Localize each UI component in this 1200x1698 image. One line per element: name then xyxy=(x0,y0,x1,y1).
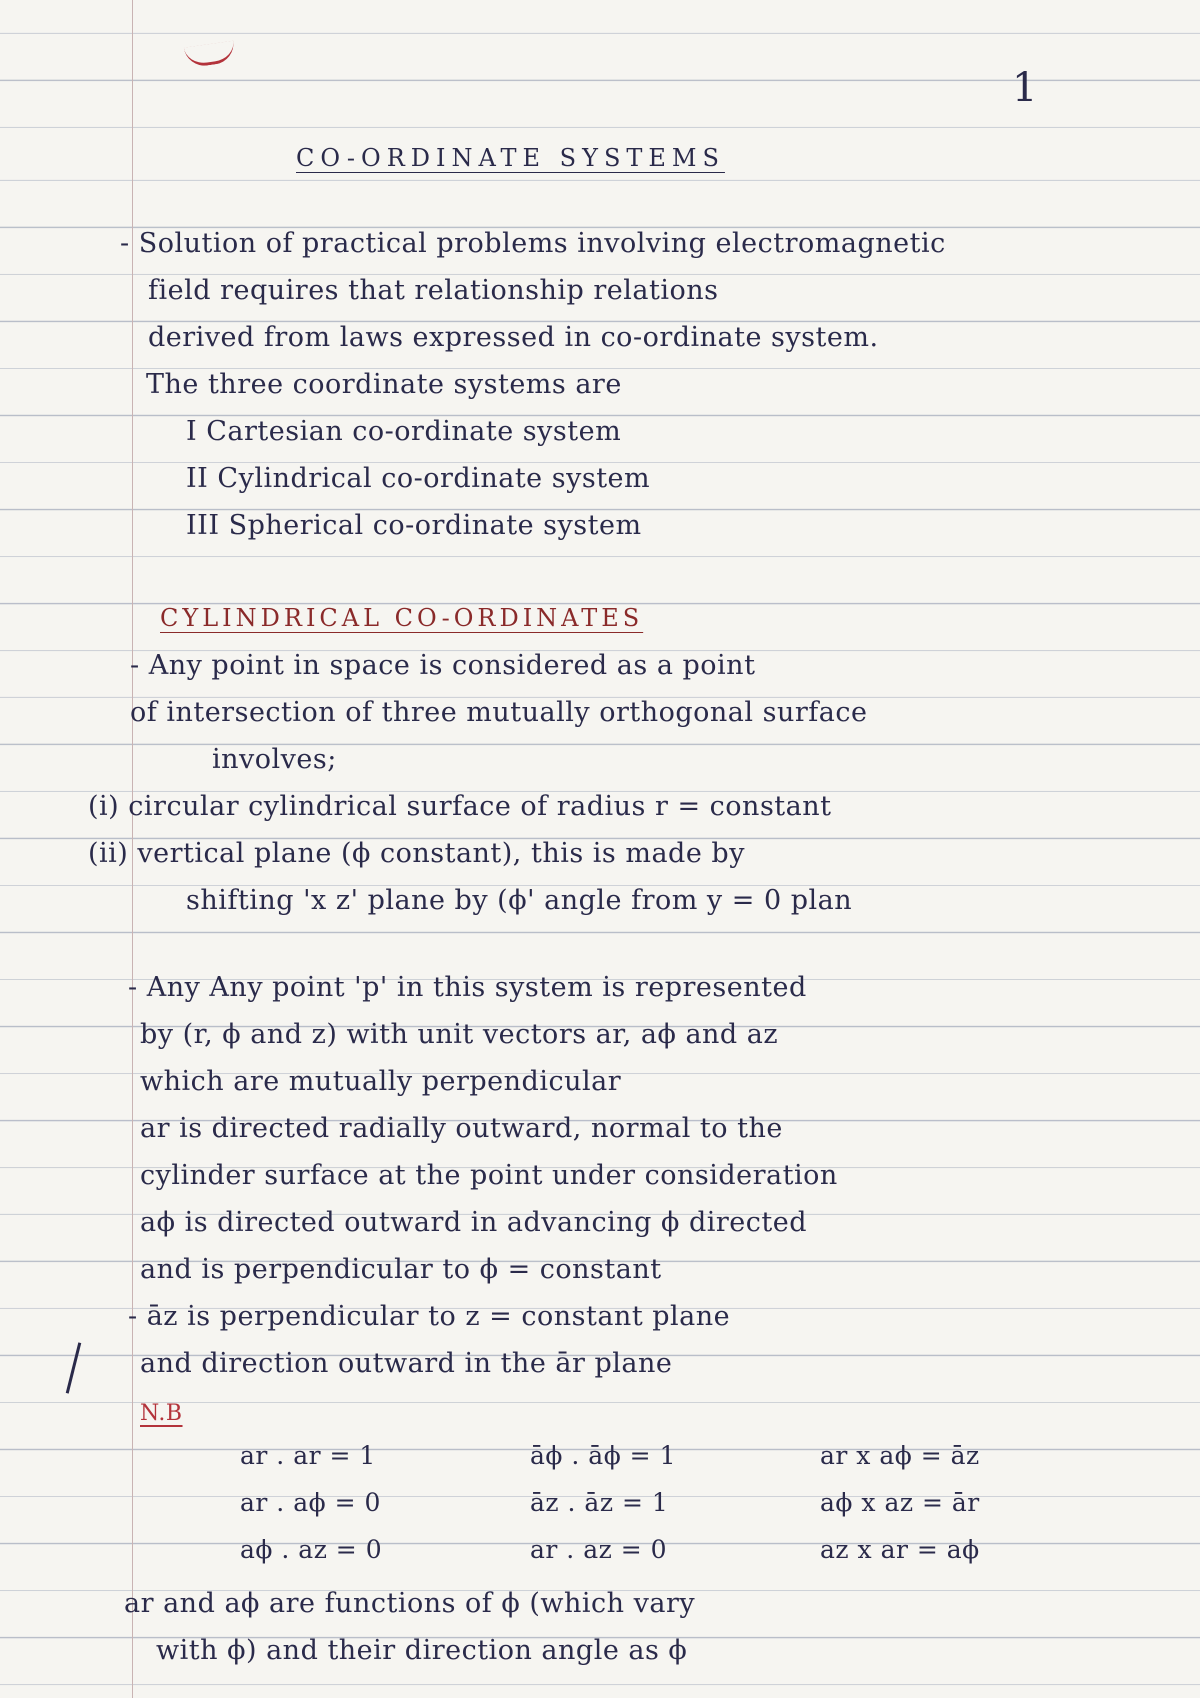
equation: āϕ . āϕ = 1 xyxy=(530,1441,676,1470)
page-title: CO-ORDINATE SYSTEMS xyxy=(296,144,725,172)
equation: ar x aϕ = āz xyxy=(820,1441,980,1470)
cylindrical-line: - Any point in space is considered as a point xyxy=(130,650,756,681)
cylindrical-line: shifting 'x z' plane by (ϕ' angle from y = 0 plan xyxy=(186,885,853,916)
point-line: aϕ is directed outward in advancing ϕ directed xyxy=(140,1207,808,1238)
equation: ar . ar = 1 xyxy=(240,1441,376,1470)
equation: ar . az = 0 xyxy=(530,1535,668,1564)
cylindrical-line: (i) circular cylindrical surface of radius r = constant xyxy=(88,791,832,822)
red-tick-mark xyxy=(184,41,236,69)
point-line: ar is directed radially outward, normal to the xyxy=(140,1113,783,1144)
equation: āz . āz = 1 xyxy=(530,1488,669,1517)
equation: aϕ x az = ār xyxy=(820,1488,980,1517)
point-line: - Any Any point 'p' in this system is represented xyxy=(128,972,807,1003)
system-list-item: II Cylindrical co-ordinate system xyxy=(186,463,651,494)
system-list-item: III Spherical co-ordinate system xyxy=(186,510,642,541)
cylindrical-line: (ii) vertical plane (ϕ constant), this is made by xyxy=(88,838,745,869)
equation: ar . aϕ = 0 xyxy=(240,1488,381,1517)
intro-line: field requires that relationship relations xyxy=(148,275,719,306)
point-line: which are mutually perpendicular xyxy=(140,1066,622,1097)
point-line: - āz is perpendicular to z = constant plane xyxy=(128,1301,731,1332)
intro-line: The three coordinate systems are xyxy=(146,369,622,400)
point-line: cylinder surface at the point under consideration xyxy=(140,1160,838,1191)
intro-line: - Solution of practical problems involving electromagnetic xyxy=(120,228,946,259)
intro-line: derived from laws expressed in co-ordinate system. xyxy=(148,322,879,353)
closing-line: with ϕ) and their direction angle as ϕ xyxy=(156,1635,688,1666)
equation: aϕ . az = 0 xyxy=(240,1535,383,1564)
cylindrical-line: of intersection of three mutually orthogonal surface xyxy=(130,697,868,728)
page-number: 1 xyxy=(1012,65,1038,111)
system-list-item: I Cartesian co-ordinate system xyxy=(186,416,622,447)
cylindrical-line: involves; xyxy=(212,744,337,775)
point-line: and is perpendicular to ϕ = constant xyxy=(140,1254,662,1285)
margin-slash-mark xyxy=(66,1342,81,1393)
nb-label: N.B xyxy=(140,1401,183,1426)
point-line: and direction outward in the ār plane xyxy=(140,1348,673,1379)
section-heading: CYLINDRICAL CO-ORDINATES xyxy=(160,604,644,632)
closing-line: ar and aϕ are functions of ϕ (which vary xyxy=(124,1588,696,1619)
equation: az x ar = aϕ xyxy=(820,1535,980,1564)
point-line: by (r, ϕ and z) with unit vectors ar, aϕ and az xyxy=(140,1019,779,1050)
